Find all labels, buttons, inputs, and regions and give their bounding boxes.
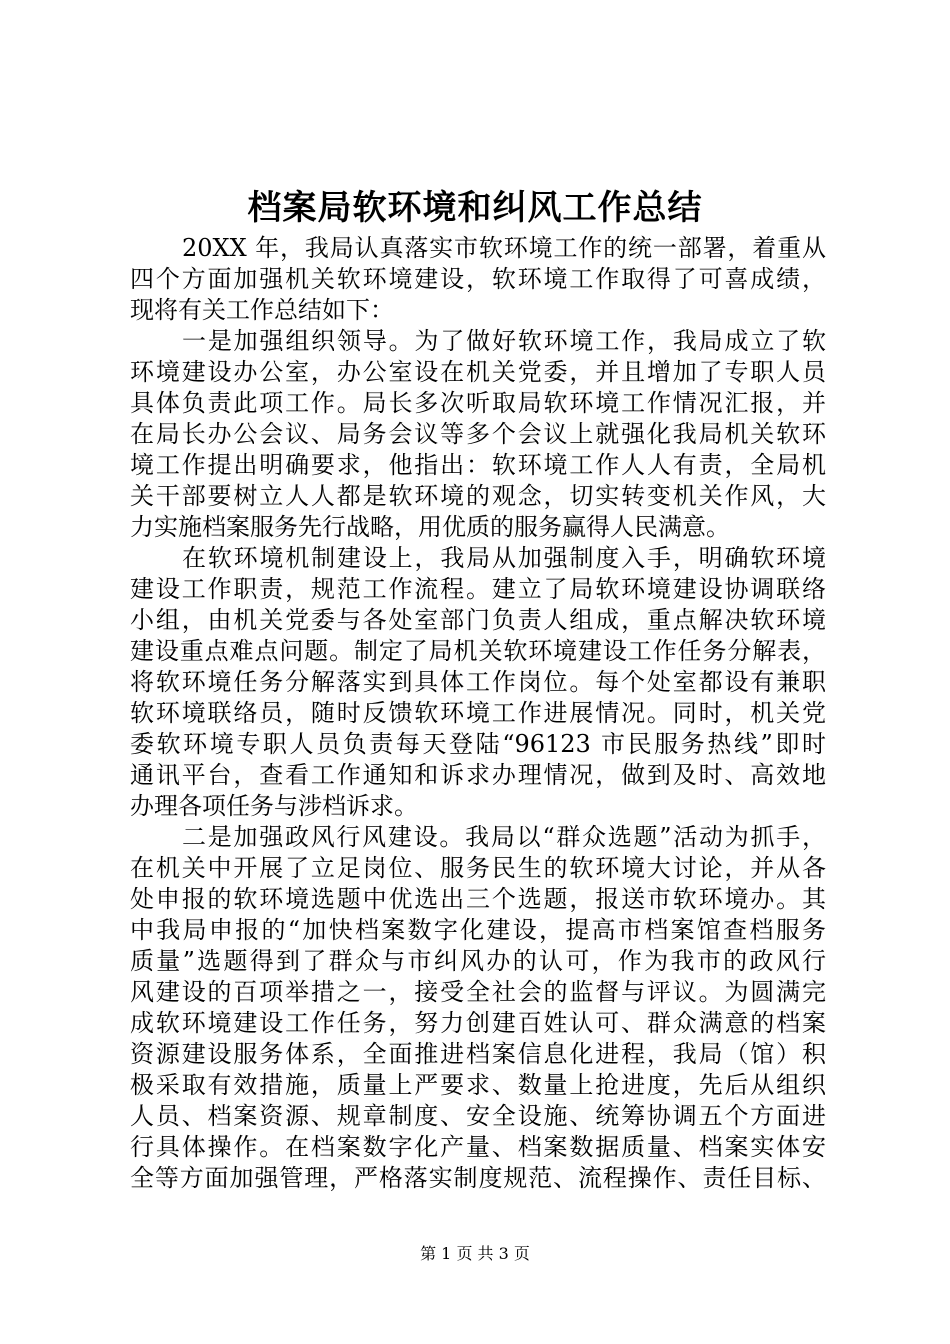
- text-line: 中我局申报的“加快档案数字化建设，提高市档案馆查档服务: [130, 916, 826, 944]
- document-title: 档案局软环境和纠风工作总结: [247, 188, 703, 228]
- text-line: 境工作提出明确要求，他指出：软环境工作人人有责，全局机: [130, 451, 826, 479]
- text-line: 极采取有效措施，质量上严要求、数量上抢进度，先后从组织: [130, 1071, 826, 1099]
- text-line: 力实施档案服务先行战略，用优质的服务赢得人民满意。: [130, 513, 730, 541]
- text-line: 一是加强组织领导。为了做好软环境工作，我局成立了软: [182, 327, 826, 355]
- text-line: 人员、档案资源、规章制度、安全设施、统筹协调五个方面进: [130, 1102, 826, 1130]
- text-line: 建设重点难点问题。制定了局机关软环境建设工作任务分解表，: [130, 637, 826, 665]
- text-line: 二是加强政风行风建设。我局以“群众选题”活动为抓手，: [182, 823, 826, 851]
- text-line: 在机关中开展了立足岗位、服务民生的软环境大讨论，并从各: [130, 854, 826, 882]
- text-line: 全等方面加强管理，严格落实制度规范、流程操作、责任目标、: [130, 1164, 826, 1192]
- text-line: 行具体操作。在档案数字化产量、档案数据质量、档案实体安: [130, 1133, 826, 1161]
- text-line: 委软环境专职人员负责每天登陆“96123 市民服务热线”即时: [130, 730, 826, 758]
- text-line: 成软环境建设工作任务，努力创建百姓认可、群众满意的档案: [130, 1009, 826, 1037]
- text-line: 软环境联络员，随时反馈软环境工作进展情况。同时，机关党: [130, 699, 826, 727]
- text-line: 关干部要树立人人都是软环境的观念，切实转变机关作风，大: [130, 482, 826, 510]
- text-line: 处申报的软环境选题中优选出三个选题，报送市软环境办。其: [130, 885, 826, 913]
- text-line: 小组，由机关党委与各处室部门负责人组成，重点解决软环境: [130, 606, 826, 634]
- text-line: 资源建设服务体系，全面推进档案信息化进程，我局（馆）积: [130, 1040, 826, 1068]
- text-line: 建设工作职责，规范工作流程。建立了局软环境建设协调联络: [130, 575, 826, 603]
- text-line: 通讯平台，查看工作通知和诉求办理情况，做到及时、高效地: [130, 761, 826, 789]
- document-body: [130, 233, 826, 1194]
- text-line: 在软环境机制建设上，我局从加强制度入手，明确软环境: [182, 544, 826, 572]
- page-footer: 第 1 页 共 3 页: [420, 1244, 530, 1263]
- text-line: 质量”选题得到了群众与市纠风办的认可，作为我市的政风行: [130, 947, 826, 975]
- text-line: 四个方面加强机关软环境建设，软环境工作取得了可喜成绩，: [130, 265, 826, 293]
- text-line: 20XX 年，我局认真落实市软环境工作的统一部署，着重从: [182, 234, 826, 262]
- text-line: 办理各项任务与涉档诉求。: [130, 792, 418, 820]
- text-line: 在局长办公会议、局务会议等多个会议上就强化我局机关软环: [130, 420, 826, 448]
- text-line: 具体负责此项工作。局长多次听取局软环境工作情况汇报，并: [130, 389, 826, 417]
- text-line: 环境建设办公室，办公室设在机关党委，并且增加了专职人员: [130, 358, 826, 386]
- text-line: 将软环境任务分解落实到具体工作岗位。每个处室都设有兼职: [130, 668, 826, 696]
- text-line: 现将有关工作总结如下：: [130, 296, 394, 324]
- text-line: 风建设的百项举措之一，接受全社会的监督与评议。为圆满完: [130, 978, 826, 1006]
